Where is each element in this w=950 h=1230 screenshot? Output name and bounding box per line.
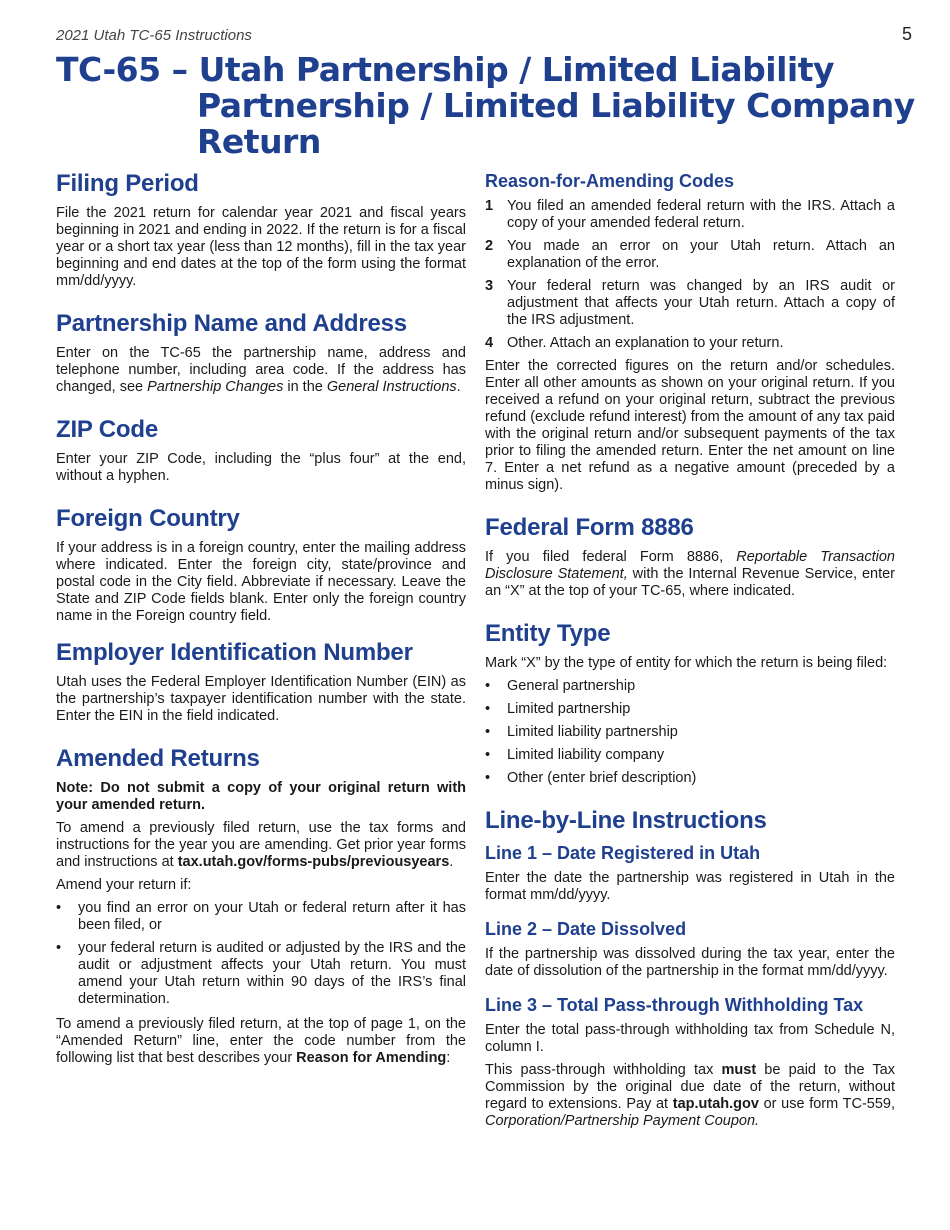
list-item: [56, 940, 466, 1008]
partnership-name-end: .: [456, 379, 461, 395]
foreign-country-body: If your address is in a foreign country, enter the mailing address where indicated. Enter the foreign city, state/province and postal code in the City field. Abbreviate if necessary. Leave the State and ZIP Code fields blank. Enter only the foreign country name in the Foreign country field.: [56, 540, 466, 624]
entity-type-intro: Mark “X” by the type of entity for which the return is being filed:: [485, 655, 888, 671]
general-instructions-ref: General Instructions: [326, 379, 457, 395]
running-head: 2021 Utah TC-65 Instructions: [56, 27, 252, 44]
amended-returns-heading: Amended Returns: [56, 745, 260, 772]
list-item: [485, 278, 895, 329]
list-item: [485, 238, 895, 272]
section-foreign-country: [56, 505, 466, 625]
partnership-changes-ref: Partnership Changes: [147, 379, 284, 395]
list-item: [485, 678, 895, 695]
section-zip-code: [56, 416, 466, 485]
line-3-block: [485, 994, 895, 1130]
amended-para-2-text: To amend a previously filed return, at the top of page 1, on the “Amended Return” line, enter the code number from the following list that best describes your: [56, 1016, 466, 1066]
amend-if-list: [56, 900, 466, 1008]
form-8886-heading: Federal Form 8886: [485, 514, 694, 541]
line-2-heading: Line 2 – Date Dissolved: [485, 919, 687, 939]
partnership-name-body: [56, 345, 466, 396]
title-line-3: Return: [197, 122, 321, 161]
bullet-icon: •: [485, 701, 491, 717]
line-3-body-1: Enter the total pass-through withholding tax from Schedule N, column I.: [485, 1022, 895, 1055]
ein-body: Utah uses the Federal Employer Identification Number (EIN) as the partnership’s taxpayer identification number with the state. Enter the EIN in the field indicated.: [56, 674, 466, 724]
zip-code-body: Enter your ZIP Code, including the “plus four” at the end, without a hyphen.: [56, 451, 466, 484]
bullet-icon: •: [485, 770, 491, 786]
list-item: [485, 747, 895, 764]
amended-para-1-text: To amend a previously filed return, use the tax forms and instructions for the year you are amending. Get prior year forms and instructions at: [56, 820, 466, 870]
reason-codes-heading: Reason-for-Amending Codes: [485, 171, 735, 191]
amended-para-2: [56, 1016, 466, 1067]
section-ein: [56, 639, 466, 725]
zip-code-heading: ZIP Code: [56, 416, 158, 443]
ein-heading: Employer Identification Number: [56, 639, 413, 666]
line-2-block: [485, 918, 895, 980]
code-number: 4: [485, 335, 494, 351]
entity-type-list: [485, 678, 895, 787]
previous-years-link[interactable]: tax.utah.gov/forms-pubs/previousyears: [177, 854, 450, 870]
form-8886-title: Reportable Transaction Disclosure Statement,: [485, 549, 895, 582]
filing-period-heading: Filing Period: [56, 170, 199, 197]
line-3-post: or use form TC-559,: [758, 1096, 895, 1112]
code-text: You filed an amended federal return with the IRS. Attach a copy of your amended federal return.: [507, 198, 895, 231]
list-item: [56, 900, 466, 934]
form-8886-end: with the Internal Revenue Service, enter an “X” at the top of your TC-65, where indicated.: [485, 566, 896, 599]
title-line-1: TC-65 – Utah Partnership / Limited Liability: [56, 50, 835, 89]
list-item: [485, 701, 895, 718]
code-number: 2: [485, 238, 494, 254]
code-number: 3: [485, 278, 494, 294]
amended-para-1: [56, 820, 466, 871]
partnership-name-text: Enter on the TC-65 the partnership name, address and telephone number, including area code. If the address has changed, see: [56, 345, 466, 395]
document-title: [56, 52, 916, 160]
list-item-text: Other (enter brief description): [507, 770, 697, 786]
list-item-text: your federal return is audited or adjusted by the IRS and the audit or adjustment affects your Utah return. You must amend your Utah return within 90 days of the IRS’s final determination.: [78, 940, 466, 1007]
reason-codes-body: Enter the corrected figures on the return and/or schedules. Enter all other amounts as shown on your original return. If you received a refund on your original return, subtract the previous refund (exclude refund interest) from the amount of any tax paid with the original return and/or subsequent payments of the tax prior to filing the amended return. Enter the net amount on line 7. Enter a net refund as a negative amount (preceded by a minus sign).: [485, 358, 895, 493]
right-column: [485, 170, 895, 1150]
foreign-country-heading: Foreign Country: [56, 505, 240, 532]
reason-for-amending-term: Reason for Amending: [296, 1050, 447, 1066]
amended-note: Note: Do not submit a copy of your original return with your amended return.: [56, 780, 466, 813]
list-item-text: Limited liability company: [507, 747, 665, 763]
bullet-icon: •: [56, 940, 62, 956]
section-amended-returns: [56, 745, 466, 1067]
title-line-2: Partnership / Limited Liability Company: [197, 86, 915, 125]
section-line-by-line: [485, 807, 895, 1130]
must-emphasis: must: [721, 1062, 757, 1078]
section-reason-codes: [485, 170, 895, 494]
reason-codes-list: [485, 198, 895, 352]
code-number: 1: [485, 198, 494, 214]
section-entity-type: [485, 620, 895, 787]
section-partnership-name: [56, 310, 466, 396]
bullet-icon: •: [56, 900, 62, 916]
section-filing-period: [56, 170, 466, 290]
code-text: Your federal return was changed by an IRS audit or adjustment that affects your Utah return. Attach a copy of the IRS adjustment.: [507, 278, 895, 328]
line-2-body: If the partnership was dissolved during the tax year, enter the date of dissolution of the partnership in the format mm/dd/yyyy.: [485, 946, 895, 979]
line-1-heading: Line 1 – Date Registered in Utah: [485, 843, 761, 863]
bullet-icon: •: [485, 747, 491, 763]
code-text: Other. Attach an explanation to your return.: [507, 335, 784, 351]
line-1-block: [485, 842, 895, 904]
list-item-text: you find an error on your Utah or federal return after it has been filed, or: [78, 900, 466, 933]
list-item-text: Limited liability partnership: [507, 724, 678, 740]
code-text: You made an error on your Utah return. Attach an explanation of the error.: [507, 238, 895, 271]
form-8886-text: If you filed federal Form 8886,: [485, 549, 737, 565]
line-1-body: Enter the date the partnership was registered in Utah in the format mm/dd/yyyy.: [485, 870, 895, 903]
list-item: [485, 724, 895, 741]
amended-para-1-end: .: [449, 854, 454, 870]
bullet-icon: •: [485, 678, 491, 694]
partnership-name-heading: Partnership Name and Address: [56, 310, 407, 337]
line-3-mid: be paid to the Tax Commission by the original due date of the return, without regard to extensions. Pay at: [485, 1062, 895, 1112]
amended-para-2-end: :: [446, 1050, 451, 1066]
partnership-name-mid: in the: [283, 379, 327, 395]
filing-period-body: File the 2021 return for calendar year 2021 and fiscal years beginning in 2021 and ending in 2022. If the return is for a fiscal year or a short tax year (less than 12 months), fill in the tax year beginning and end dates at the top of the form using the format mm/dd/yyyy.: [56, 205, 466, 289]
list-item: [485, 198, 895, 232]
list-item-text: General partnership: [507, 678, 636, 694]
line-3-body-2: [485, 1062, 895, 1130]
payment-coupon-title: Corporation/Partnership Payment Coupon.: [485, 1113, 760, 1129]
tap-utah-link[interactable]: tap.utah.gov: [672, 1096, 759, 1112]
entity-type-heading: Entity Type: [485, 620, 611, 647]
page-number: 5: [901, 24, 912, 44]
line-3-heading: Line 3 – Total Pass-through Withholding Tax: [485, 995, 864, 1015]
left-column: [56, 170, 466, 1087]
list-item-text: Limited partnership: [507, 701, 631, 717]
bullet-icon: •: [485, 724, 491, 740]
section-form-8886: [485, 514, 895, 600]
line-by-line-heading: Line-by-Line Instructions: [485, 807, 767, 834]
list-item: [485, 335, 895, 352]
list-item: [485, 770, 895, 787]
line-3-text: This pass-through withholding tax: [485, 1062, 722, 1078]
amend-if-label: Amend your return if:: [56, 877, 192, 893]
form-8886-body: [485, 549, 895, 600]
